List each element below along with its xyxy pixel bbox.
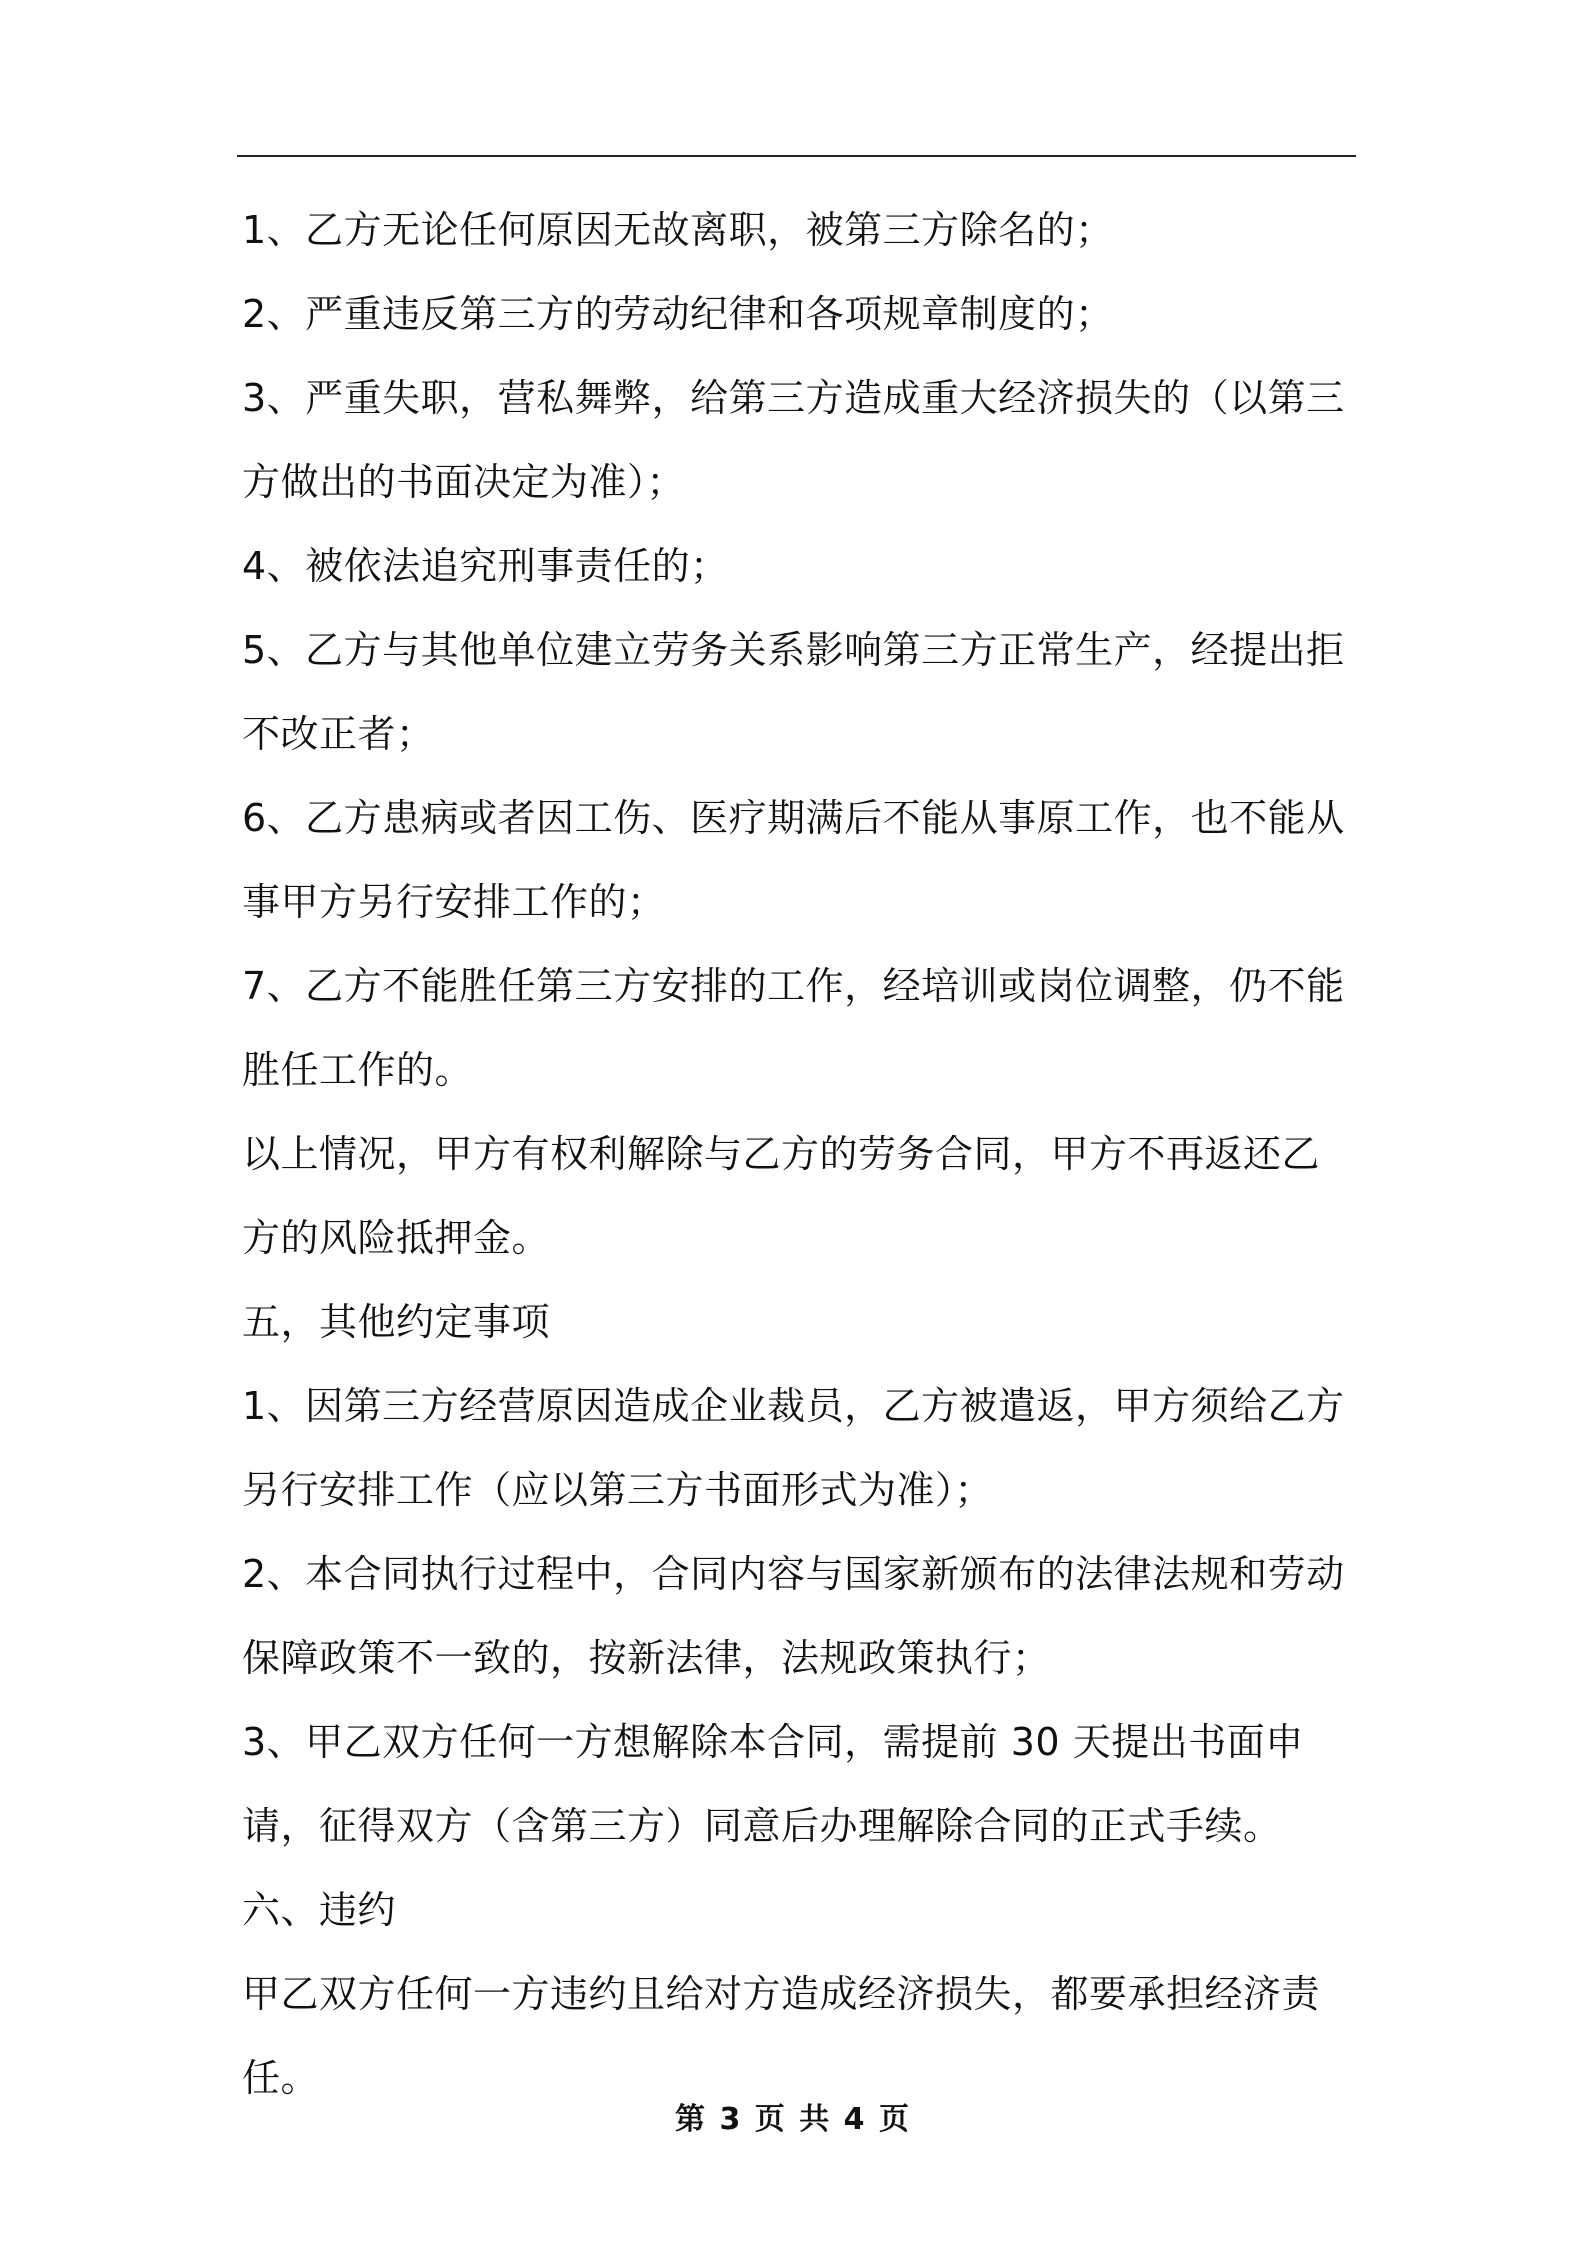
clause-3: 3、严重失职，营私舞弊，给第三方造成重大经济损失的（以第三方做出的书面决定为准）； (242, 376, 1345, 504)
clause-6: 6、乙方患病或者因工伤、医疗期满后不能从事原工作，也不能从事甲方另行安排工作的； (242, 796, 1345, 924)
breach-clause: 甲乙双方任何一方违约且给对方造成经济损失，都要承担经济责任。 (242, 1972, 1321, 2100)
other-clause-1: 1、因第三方经营原因造成企业裁员，乙方被遣返，甲方须给乙方另行安排工作（应以第三方书面形式为准）； (242, 1384, 1345, 1512)
clause-5: 5、乙方与其他单位建立劳务关系影响第三方正常生产，经提出拒不改正者； (242, 628, 1345, 756)
clause-7: 7、乙方不能胜任第三方安排的工作，经培训或岗位调整，仍不能胜任工作的。 (242, 964, 1345, 1092)
clause-2: 2、严重违反第三方的劳动纪律和各项规章制度的； (242, 292, 1114, 336)
other-clause-2: 2、本合同执行过程中，合同内容与国家新颁布的法律法规和劳动保障政策不一致的，按新法律，法规政策执行； (242, 1552, 1345, 1680)
page-number: 第 3 页 共 4 页 (675, 2102, 911, 2137)
section-heading-6: 六、违约 (242, 1888, 397, 1932)
clause-4: 4、被依法追究刑事责任的； (242, 544, 729, 588)
clause-1: 1、乙方无论任何原因无故离职，被第三方除名的； (242, 208, 1114, 252)
section-heading-5: 五，其他约定事项 (242, 1300, 551, 1344)
termination-note: 以上情况，甲方有权利解除与乙方的劳务合同，甲方不再返还乙方的风险抵押金。 (242, 1132, 1321, 1260)
header-rule (237, 155, 1356, 157)
other-clause-3: 3、甲乙双方任何一方想解除本合同，需提前 30 天提出书面申请，征得双方（含第三方）同意后办理解除合同的正式手续。 (242, 1720, 1304, 1848)
document-body (242, 188, 1354, 2120)
